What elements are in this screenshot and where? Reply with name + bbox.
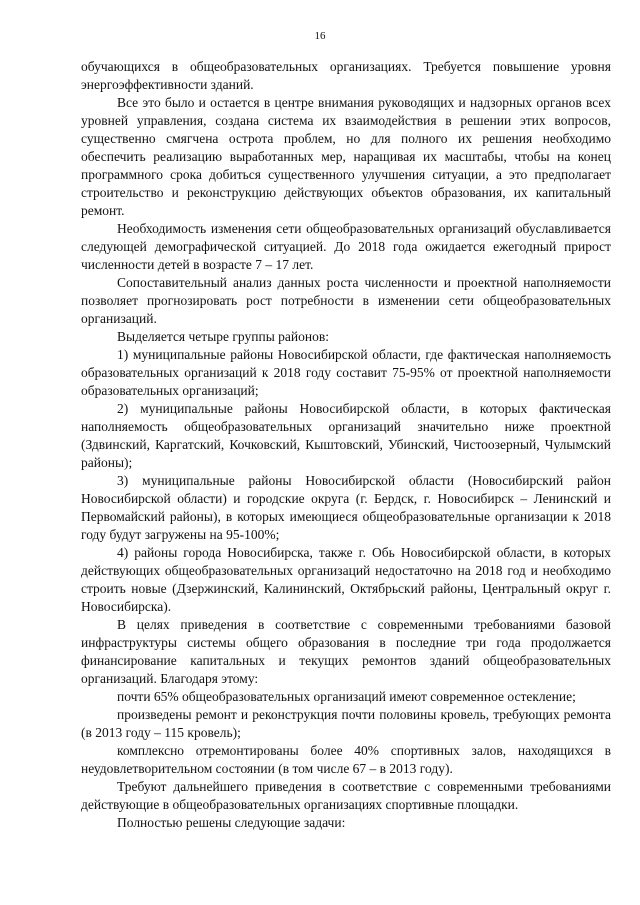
paragraph-solved-tasks: Полностью решены следующие задачи: <box>117 815 346 830</box>
list-item-glazing: почти 65% общеобразовательных организаций имеют современное остекление; <box>117 689 576 704</box>
paragraph-continuation: обучающихся в общеобразовательных организациях. Требуется повышение уровня энергоэффективности зданий. <box>81 59 611 92</box>
paragraph-district-groups-intro: Выделяется четыре группы районов: <box>117 329 329 344</box>
list-item-group-4: 4) районы города Новосибирска, также г. Обь Новосибирской области, в которых действующих общеобразовательных организаций недостаточно на 2018 год и необходимо строить новые (Дзержинский, Калининский, Октябрьский районы, Центральный округ г. Новосибирска). <box>81 545 611 614</box>
paragraph-comparative-analysis: Сопоставительный анализ данных роста численности и проектной наполняемости позволяет прогнозировать рост потребности в изменении сети общеобразовательных организаций. <box>81 275 611 326</box>
list-item-roofs: произведены ремонт и реконструкция почти половины кровель, требующих ремонта (в 2013 году – 115 кровель); <box>81 707 611 740</box>
paragraph-management-focus: Все это было и остается в центре внимания руководящих и надзорных органов всех уровней управления, создана система их взаимодействия в решении этих вопросов, существенно смягчена острота проблем, но для полного их решения необходимо обеспечить реализацию выработанных мер, наращивая их масштабы, чтобы на конец программного срока добиться существенного улучшения ситуации, а это предполагает строительство и реконструкцию действующих объектов образования, их капитальный ремонт. <box>81 95 611 218</box>
list-item-group-1: 1) муниципальные районы Новосибирской области, где фактическая наполняемость образовательных организаций к 2018 году составит 75-95% от проектной наполняемости образовательных организаций; <box>81 347 611 398</box>
paragraph-infrastructure: В целях приведения в соответствие с современными требованиями базовой инфраструктуры системы общего образования в последние три года продолжается финансирование капитальных и текущих ремонтов зданий общеобразовательных организаций. Благодаря этому: <box>81 617 611 686</box>
paragraph-demographics: Необходимость изменения сети общеобразовательных организаций обуславливается следующей демографической ситуацией. До 2018 года ожидается ежегодный прирост численности детей в возрасте 7 – 17 лет. <box>81 221 611 272</box>
list-item-group-2: 2) муниципальные районы Новосибирской области, в которых фактическая наполняемость общеобразовательных организаций значительно ниже проектной (Здвинский, Каргатский, Кочковский, Кыштовский, Убинский, Чистоозерный, Чулымский районы); <box>81 401 611 470</box>
list-item-sports-halls: комплексно отремонтированы более 40% спортивных залов, находящихся в неудовлетворительном состоянии (в том числе 67 – в 2013 году). <box>81 743 611 776</box>
page-number: 16 <box>314 30 326 42</box>
document-body <box>81 58 611 832</box>
paragraph-sports-grounds: Требуют дальнейшего приведения в соответствие с современными требованиями действующие в общеобразовательных организациях спортивные площадки. <box>81 779 611 812</box>
list-item-group-3: 3) муниципальные районы Новосибирской области (Новосибирский район Новосибирской области) и городские округа (г. Бердск, г. Новосибирск – Ленинский и Первомайский районы), в которых имеющиеся общеобразовательные организации к 2018 году будут загружены на 95-100%; <box>81 473 611 542</box>
